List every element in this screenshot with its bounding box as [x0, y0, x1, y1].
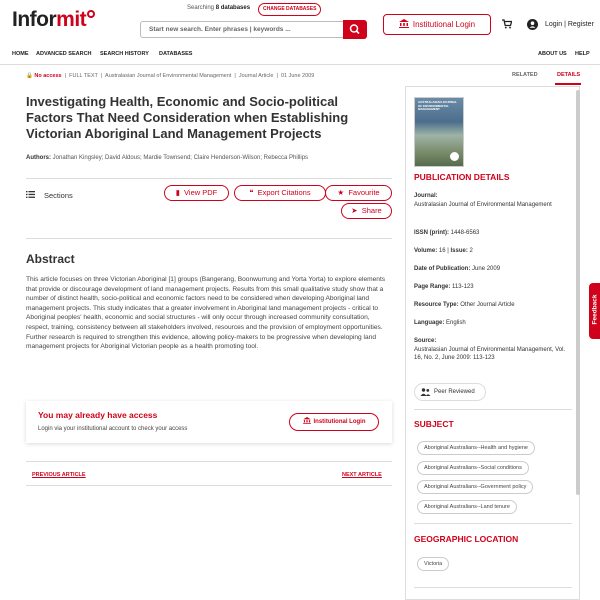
database-count: 8 databases — [215, 5, 251, 11]
access-text: Login via your institutional account to check your access — [38, 426, 188, 432]
view-pdf-button[interactable]: ▮ View PDF — [164, 185, 229, 201]
detail-date: Date of Publication: June 2009 — [414, 266, 501, 272]
subject-chip[interactable]: Aboriginal Australians--Land tenure — [417, 500, 517, 514]
abstract-heading: Abstract — [26, 252, 75, 266]
peer-reviewed-badge: Peer Reviewed — [414, 383, 486, 401]
publication-details-heading: PUBLICATION DETAILS — [414, 172, 510, 182]
list-icon — [26, 191, 35, 198]
detail-page-range: Page Range: 113-123 — [414, 284, 474, 290]
search-button[interactable] — [343, 20, 367, 39]
nav-about-us[interactable]: ABOUT US — [538, 51, 567, 57]
share-button[interactable]: ➤ Share — [341, 203, 392, 219]
export-citations-button[interactable]: ❝ Export Citations — [234, 185, 326, 201]
informit-logo[interactable]: Informit — [12, 8, 86, 32]
nav-advanced-search[interactable]: ADVANCED SEARCH — [36, 51, 92, 57]
feedback-tab[interactable]: Feedback — [589, 283, 600, 339]
subject-chip[interactable]: Aboriginal Australians--Health and hygiene — [417, 441, 535, 455]
searching-info: Searching 8 databases — [187, 5, 251, 11]
full-text-label: FULL TEXT — [69, 73, 98, 79]
geographic-location-heading: GEOGRAPHIC LOCATION — [414, 534, 519, 544]
main-nav — [0, 51, 600, 65]
detail-source: Source: Australasian Journal of Environmental Management, Vol. 16, No. 2, June 2009: 113-123 — [414, 338, 566, 361]
sidebar-scrollbar[interactable] — [576, 90, 580, 495]
share-icon: ➤ — [351, 206, 358, 215]
detail-language: Language: English — [414, 320, 466, 326]
page-title: Investigating Health, Economic and Socio-political Factors That Need Consideration when Establishing Victorian Aboriginal Land Management Projects — [26, 94, 349, 141]
abstract-text: This article focuses on three Victorian Aboriginal [1] groups (Bangerang, Boonwurrung and Yorta Yorta) to explore elements that provide or discourage development of land management projects. Results from this small qualitative study show that a number of distinct health, socio-political and economic factors need to be considered when developing Aboriginal land management projects. This study indicates that a greater involvement in Aboriginal land management projects - critical to Aboriginal peoples' health, economic and social structures - will only occur through increased community consultation, respect, training, consistency between all stakeholders involved, resources and the provision of employment opportunities. Further research is required to strengthen this evidence, allowing policy-makers to be progressive when developing land management projects for Aboriginal Victorian people as a health promoting tool. — [26, 276, 386, 351]
article-category: Journal Article — [238, 73, 274, 79]
location-chip[interactable]: Victoria — [417, 557, 449, 571]
institution-icon — [303, 417, 311, 424]
detail-issn: ISSN (print): 1448-6563 — [414, 230, 480, 236]
institutional-login-button[interactable]: Institutional Login — [383, 14, 491, 35]
next-article-link[interactable]: NEXT ARTICLE — [342, 472, 382, 478]
detail-volume-issue: Volume: 16 | Issue: 2 — [414, 248, 473, 254]
favourite-button[interactable]: ★ Favourite — [325, 185, 392, 201]
article-meta: 🔒 No access | FULL TEXT | Australasian Journal of Environmental Management | Journal Article | 01 June 2009 — [26, 73, 315, 79]
tab-related[interactable]: RELATED — [512, 72, 538, 78]
nav-help[interactable]: HELP — [575, 51, 590, 57]
nav-databases[interactable]: DATABASES — [159, 51, 193, 57]
tab-details[interactable]: DETAILS — [557, 72, 581, 78]
previous-article-link[interactable]: PREVIOUS ARTICLE — [32, 472, 86, 478]
sections-toggle[interactable]: Sections — [26, 191, 73, 200]
subject-chip[interactable]: Aboriginal Australians--Social conditions — [417, 461, 529, 475]
peer-reviewed-icon — [420, 388, 431, 396]
detail-journal-value[interactable]: Australasian Journal of Environmental Management — [414, 201, 552, 208]
search-input[interactable]: Start new search. Enter phrases | keywords ... — [140, 21, 343, 38]
article-date: 01 June 2009 — [280, 73, 315, 79]
authors: Authors: Jonathan Kingsley; David Aldous; Mardie Townsend; Claire Henderson-Wilson; Rebecca Phillips — [26, 155, 309, 161]
nav-search-history[interactable]: SEARCH HISTORY — [100, 51, 149, 57]
author-list[interactable]: Jonathan Kingsley; David Aldous; Mardie Townsend; Claire Henderson-Wilson; Rebecca Phillips — [52, 155, 309, 161]
journal-name[interactable]: Australasian Journal of Environmental Management — [105, 73, 232, 79]
access-box — [26, 401, 392, 443]
pdf-icon: ▮ — [175, 188, 180, 197]
star-icon: ★ — [337, 188, 345, 197]
institution-icon — [399, 19, 409, 28]
tab-details-indicator — [555, 83, 581, 85]
quote-icon: ❝ — [249, 188, 254, 197]
access-institutional-login-button[interactable]: Institutional Login — [289, 413, 379, 431]
cart-icon[interactable] — [502, 19, 512, 29]
nav-home[interactable]: HOME — [12, 51, 29, 57]
subject-heading: SUBJECT — [414, 419, 454, 429]
change-databases-button[interactable]: CHANGE DATABASES — [258, 3, 321, 16]
user-account-icon[interactable] — [527, 19, 538, 30]
journal-cover-image: AUSTRALASIAN JOURNAL OF ENVIRONMENTAL MANAGEMENT — [414, 97, 464, 167]
subject-chip[interactable]: Aboriginal Australians--Government policy — [417, 480, 533, 494]
login-register-link[interactable]: Login | Register — [545, 21, 594, 28]
access-heading: You may already have access — [38, 410, 158, 420]
detail-journal: Journal: Australasian Journal of Environmental Management — [414, 192, 574, 209]
access-status: 🔒 No access — [26, 73, 62, 79]
search-icon — [343, 20, 367, 39]
detail-resource-type: Resource Type: Other Journal Article — [414, 302, 515, 308]
